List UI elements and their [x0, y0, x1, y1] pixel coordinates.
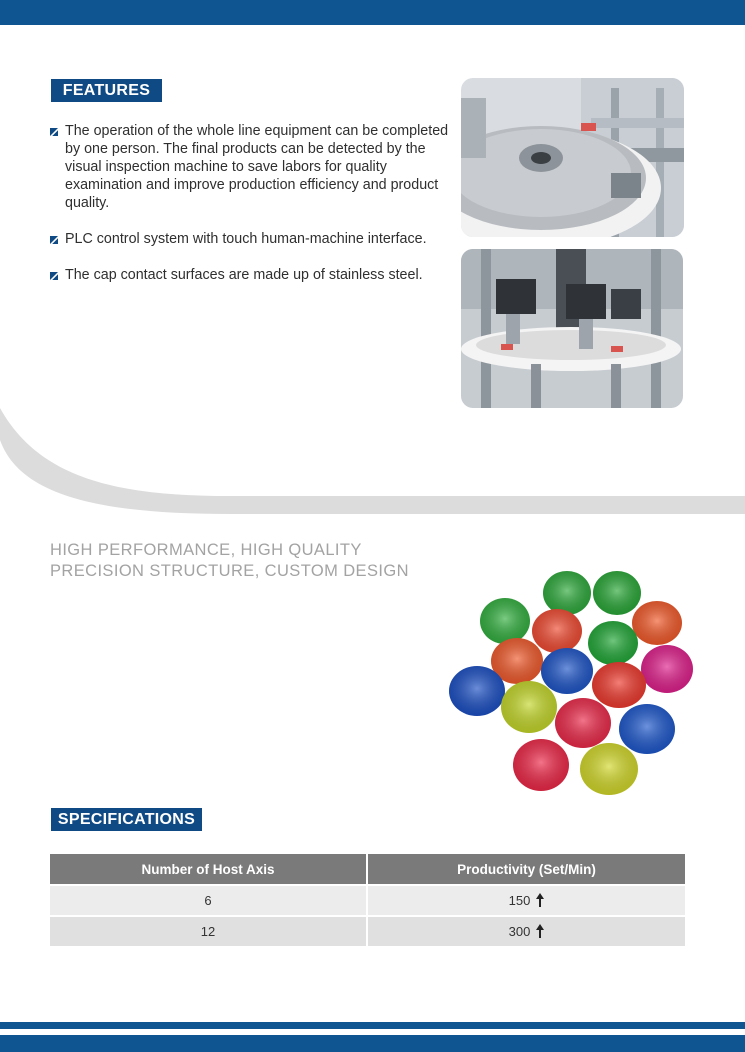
diagonal-square-bullet-icon: [50, 236, 58, 244]
column-header-productivity: Productivity (Set/Min): [368, 854, 685, 884]
diagonal-square-bullet-icon: [50, 272, 58, 280]
host-axis-cell: [50, 886, 368, 915]
column-header-host-axis: Number of Host Axis: [50, 854, 368, 884]
decorative-swoosh: [0, 400, 745, 520]
feature-text: PLC control system with touch human-machine interface.: [65, 231, 427, 247]
productivity-value: 150: [508, 893, 531, 908]
machine-turntable-photo: [461, 78, 684, 237]
feature-item: [50, 122, 450, 212]
bottle-caps-photo: [445, 565, 700, 805]
feature-list: [50, 122, 450, 302]
host-axis-value: 6: [204, 893, 212, 908]
top-bar: [0, 0, 745, 25]
table-row: [50, 917, 685, 946]
diagonal-square-bullet-icon: [50, 128, 58, 136]
features-heading: FEATURES: [51, 79, 162, 102]
tagline-line-2: PRECISION STRUCTURE, CUSTOM DESIGN: [50, 562, 409, 580]
specifications-table: [50, 852, 685, 948]
specifications-heading: SPECIFICATIONS: [51, 808, 202, 831]
tagline: [50, 540, 409, 582]
productivity-value: 300: [508, 924, 531, 939]
bottom-bar: [0, 1035, 745, 1052]
up-arrow-icon: [536, 924, 544, 938]
bottom-band: [0, 1022, 745, 1029]
machine-capping-heads-photo: [461, 249, 683, 408]
tagline-line-1: HIGH PERFORMANCE, HIGH QUALITY: [50, 541, 362, 559]
feature-text: The operation of the whole line equipment can be completed by one person. The final products can be detected by the visual inspection machine to save labors for quality examination and improve production efficiency and product quality.: [65, 123, 449, 211]
up-arrow-icon: [536, 893, 544, 907]
feature-item: [50, 266, 450, 284]
productivity-cell: [368, 886, 685, 915]
table-header-row: [50, 854, 685, 884]
feature-item: [50, 230, 450, 248]
host-axis-value: 12: [200, 924, 216, 939]
feature-text: The cap contact surfaces are made up of stainless steel.: [65, 267, 423, 283]
table-row: [50, 886, 685, 915]
productivity-cell: [368, 917, 685, 946]
host-axis-cell: [50, 917, 368, 946]
